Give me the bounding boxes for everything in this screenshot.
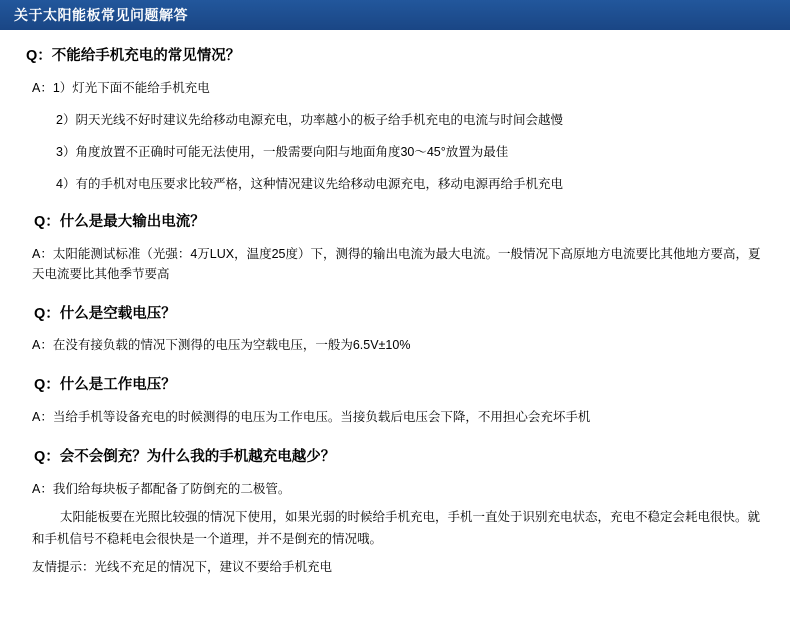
faq-content [0,30,790,577]
page-title: 关于太阳能板常见问题解答 [14,7,188,23]
block-spacer [22,294,768,304]
faq-answer: A：当给手机等设备充电的时候测得的电压为工作电压。当接负载后电压会下降，不用担心会充坏手机 [32,410,591,424]
block-spacer [22,437,768,447]
faq-answer-line: 3）角度放置不正确时可能无法使用，一般需要向阳与地面角度30～45°放置为最佳 [56,144,509,159]
friendly-tip: 友情提示：光线不充足的情况下，建议不要给手机充电 [32,559,333,574]
faq-question: Q：什么是最大输出电流？ [34,213,205,230]
faq-question: Q：会不会倒充？为什么我的手机越充电越少？ [34,449,336,465]
faq-answer: A：在没有接负载的情况下测得的电压为空载电压，一般为6.5V±10% [32,338,411,353]
faq-item-max-output-current [22,212,768,284]
faq-answer: A：我们给每块板子都配备了防倒充的二极管。 [32,481,291,496]
page-header [0,0,790,30]
faq-question: Q：什么是工作电压？ [34,377,176,394]
faq-answer-line: A：1）灯光下面不能给手机充电 [32,80,210,95]
block-spacer [22,365,768,375]
faq-item-open-circuit-voltage [22,304,768,356]
faq-answer-paragraph: 太阳能板要在光照比较强的情况下使用，如果光弱的时候给手机充电，手机一直处于识别充电状态，充电不稳定会耗电很快。就和手机信号不稳耗电会很快是一个道理，并不是倒充的情况哦。 [32,509,761,546]
faq-answer-line: 4）有的手机对电压要求比较严格，这种情况建议先给移动电源充电，移动电源再给手机充电 [56,176,563,191]
faq-question: Q：什么是空载电压？ [34,305,176,322]
faq-item-working-voltage [22,375,768,427]
faq-answer-line: 2）阴天光线不好时建议先给移动电源充电，功率越小的板子给手机充电的电流与时间会越慢 [56,112,563,127]
faq-item-reverse-charging [22,447,768,551]
faq-answer: A：太阳能测试标准（光强：4万LUX，温度25度）下，测得的输出电流为最大电流。一般情况下高原地方电流要比其他地方要高，夏天电流要比其他季节要高 [32,246,761,281]
faq-item-charging-cases [22,46,768,194]
faq-question: Q：不能给手机充电的常见情况？ [26,48,241,64]
